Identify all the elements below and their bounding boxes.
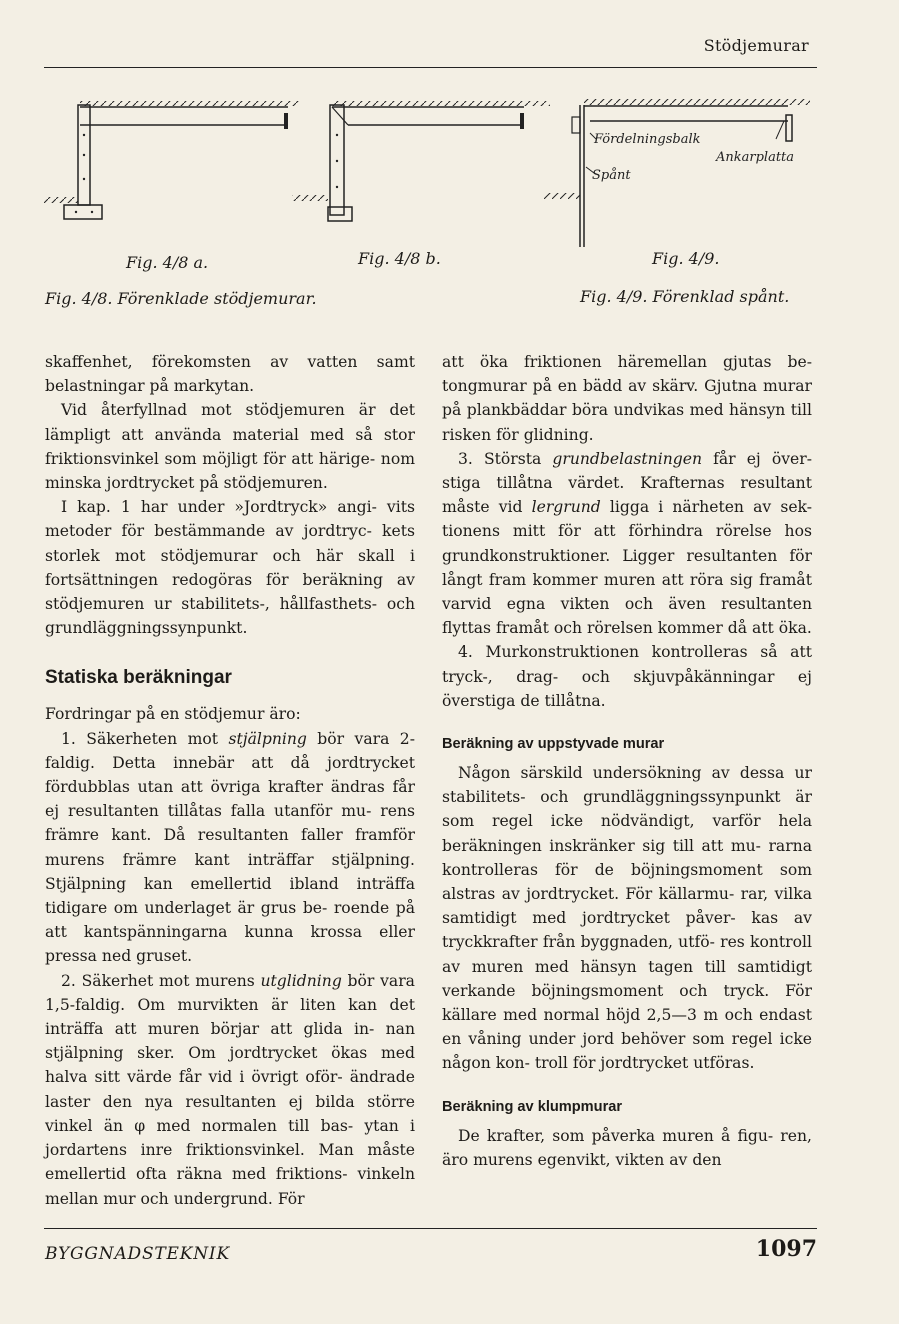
- header-rule: [44, 67, 817, 68]
- left-column: [45, 350, 415, 1211]
- subheading-klumpmurar: Beräkning av klumpmurar: [442, 1098, 623, 1115]
- left-paragraph-2: Vid återfyllnad mot stödjemuren är det lämpligt att använda material med så stor friktionsvinkel som möjligt för att härige- nom minska jordtrycket på stödjemuren.: [45, 401, 415, 493]
- left-paragraph-1: skaffenhet, förekomsten av vatten samt belastningar på markytan.: [45, 353, 415, 396]
- left-paragraph-5: 1. Säkerheten mot stjälpning bör vara 2-faldig. Detta innebär att då jordtrycket fördubblas utan att övriga krafter ändras får ej resultanten tillåtas falla utanför mu- rens främre kant. Då resultanten faller framför murens främre kant inträffar stjälpning. Stjälpning kan emellertid ibland inträffa tidigare om underlaget är grus be- roende på att kantspänningarna kunna krossa eller pressa ned gruset.: [45, 729, 415, 966]
- left-paragraph-6: 2. Säkerhet mot murens utglidning bör vara 1,5-faldig. Om murvikten är liten kan det inträffa att muren börjar att glida in- nan stjälpning sker. Om jordtrycket ökas med halva sitt värde får vid i övrigt oför- ändrade laster den nya resultanten ej bilda större vinkel än φ med normalen till bas- ytan i jordartens inre friktionsvinkel. Man måste emellertid ofta räkna med friktions- vinkeln mellan mur och undergrund. För: [45, 971, 415, 1208]
- left-paragraph-3: I kap. 1 har under »Jordtryck» angi- vits metoder för bestämmande av jordtryc- kets storlek mot stödjemurar och här skall i fortsättningen redogöras för beräkning av stödjemuren ur stabilitets-, hållfasthets- och grundläggningssynpunkt.: [45, 498, 415, 638]
- left-paragraph-4: Fordringar på en stödjemur äro:: [45, 705, 301, 724]
- fig-4-8b-drawing: [292, 101, 550, 221]
- fig-4-8a-drawing: [44, 101, 300, 219]
- page-number: 1097: [755, 1236, 817, 1262]
- right-paragraph-5: De krafter, som påverka muren å figu- ren, äro murens egenvikt, vikten av den: [442, 1126, 812, 1169]
- label-spant: Spånt: [592, 168, 631, 183]
- right-paragraph-1: att öka friktionen häremellan gjutas be- tongmurar på en bädd av skärv. Gjutna murar på plankbäddar böra undvikas med hänsyn till risken för glidning.: [442, 353, 812, 444]
- fig-4-8a-caption: Fig. 4/8 a.: [126, 253, 209, 272]
- fig-4-9-group-caption: Fig. 4/9. Förenklad spånt.: [580, 287, 790, 306]
- footer-rule: [44, 1228, 817, 1229]
- running-head: Stödjemurar: [703, 36, 809, 55]
- figures-area: [0, 95, 899, 315]
- section-heading-statiska: Statiska beräkningar: [45, 667, 232, 689]
- label-fordelningsbalk: Fördelningsbalk: [594, 132, 701, 147]
- subheading-uppstyvade: Beräkning av uppstyvade murar: [442, 736, 665, 753]
- wall-diagrams: [0, 95, 899, 315]
- right-column: [442, 350, 812, 1172]
- right-paragraph-3: 4. Murkonstruktionen kontrolleras så att tryck-, drag- och skjuvpåkänningar ej överstiga de tillåtna.: [442, 643, 812, 710]
- fig-4-9-caption: Fig. 4/9.: [652, 249, 720, 268]
- fig-4-8b-caption: Fig. 4/8 b.: [358, 249, 441, 268]
- right-paragraph-2: 3. Största grundbelastningen får ej över- stiga tillåtna värdet. Krafternas resultant måste vid lergrund ligga i närheten av sek- tionens mitt för att förhindra rörelse hos grundkonstruktioner. Ligger resultanten för långt fram kommer muren att röra sig framåt varvid egna vikten och även resultanten flyttas framåt och rörelsen kommer då att öka.: [442, 449, 812, 638]
- fig-4-8-group-caption: Fig. 4/8. Förenklade stödjemurar.: [45, 289, 317, 308]
- journal-name: BYGGNADSTEKNIK: [45, 1244, 230, 1264]
- label-ankarplatta: Ankarplatta: [716, 150, 795, 165]
- fig-4-9-drawing: [544, 99, 810, 247]
- right-paragraph-4: Någon särskild undersökning av dessa ur stabilitets- och grundläggningssynpunkt är som regel icke nödvändigt, varför hela beräkningen inskränker sig till att mu- rarna kontrolleras för de böjningsmoment som alstras av jordtrycket. För källarmu- rar, vilka samtidigt med jordtrycket påver- kas av tryckkrafter från byggnaden, utfö- res kontroll av muren med hänsyn tagen till samtidigt verkande böjningsmoment och tryck. För källare med normal höjd 2,5—3 m och endast en våning under jord behöver som regel icke någon kon- troll för jordtrycket utföras.: [442, 764, 812, 1073]
